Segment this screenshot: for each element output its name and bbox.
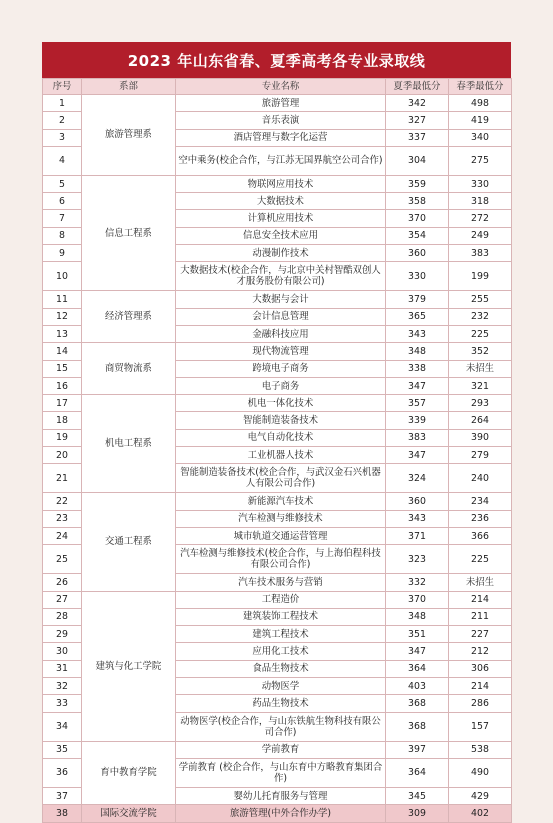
cell-dept: 交通工程系 [82, 493, 176, 591]
cell-major: 食品生物技术 [176, 660, 386, 677]
table-row [43, 805, 512, 822]
cell-spring-score: 275 [449, 146, 512, 175]
cell-spring-score: 321 [449, 377, 512, 394]
cell-major: 建筑装饰工程技术 [176, 608, 386, 625]
cell-major: 电气自动化技术 [176, 429, 386, 446]
table-row [43, 395, 512, 412]
cell-major: 建筑工程技术 [176, 626, 386, 643]
cell-major: 学前教育 (校企合作，与山东育中方略教育集团合作) [176, 758, 386, 787]
cell-seq: 1 [43, 95, 82, 112]
cell-summer-score: 359 [386, 175, 449, 192]
cell-summer-score: 383 [386, 429, 449, 446]
cell-major: 汽车技术服务与营销 [176, 574, 386, 591]
cell-summer-score: 338 [386, 360, 449, 377]
cell-major: 电子商务 [176, 377, 386, 394]
cell-seq: 38 [43, 805, 82, 822]
table-row [43, 741, 512, 758]
cell-dept: 育中教育学院 [82, 741, 176, 805]
cell-summer-score: 368 [386, 712, 449, 741]
cell-major: 大数据技术(校企合作，与北京中关村智酷双创人才服务股份有限公司) [176, 262, 386, 291]
cell-spring-score: 340 [449, 129, 512, 146]
cell-seq: 9 [43, 245, 82, 262]
cell-summer-score: 339 [386, 412, 449, 429]
cell-major: 酒店管理与数字化运营 [176, 129, 386, 146]
cell-major: 现代物流管理 [176, 343, 386, 360]
header-dept: 系部 [82, 79, 176, 95]
cell-dept: 经济管理系 [82, 291, 176, 343]
cell-dept: 信息工程系 [82, 175, 176, 290]
cell-major: 城市轨道交通运营管理 [176, 527, 386, 544]
cell-spring-score: 225 [449, 325, 512, 342]
cell-major: 动漫制作技术 [176, 245, 386, 262]
cell-dept: 建筑与化工学院 [82, 591, 176, 741]
cell-dept: 商贸物流系 [82, 343, 176, 395]
cell-summer-score: 360 [386, 245, 449, 262]
cell-major: 信息安全技术应用 [176, 227, 386, 244]
cell-seq: 21 [43, 464, 82, 493]
cell-major: 学前教育 [176, 741, 386, 758]
cell-major: 旅游管理(中外合作办学) [176, 805, 386, 822]
cell-major: 药品生物技术 [176, 695, 386, 712]
cell-summer-score: 345 [386, 787, 449, 804]
cell-major: 计算机应用技术 [176, 210, 386, 227]
cell-spring-score: 255 [449, 291, 512, 308]
cell-summer-score: 309 [386, 805, 449, 822]
cell-seq: 20 [43, 447, 82, 464]
cell-seq: 37 [43, 787, 82, 804]
cell-seq: 15 [43, 360, 82, 377]
cell-spring-score: 390 [449, 429, 512, 446]
cell-summer-score: 337 [386, 129, 449, 146]
cell-spring-score: 未招生 [449, 360, 512, 377]
cell-spring-score: 272 [449, 210, 512, 227]
cell-seq: 31 [43, 660, 82, 677]
cell-seq: 7 [43, 210, 82, 227]
table-row [43, 291, 512, 308]
cell-seq: 16 [43, 377, 82, 394]
table-row [43, 343, 512, 360]
cell-seq: 3 [43, 129, 82, 146]
cell-seq: 22 [43, 493, 82, 510]
cell-dept: 国际交流学院 [82, 805, 176, 822]
cell-seq: 25 [43, 545, 82, 574]
cell-seq: 23 [43, 510, 82, 527]
cell-seq: 28 [43, 608, 82, 625]
cell-major: 跨境电子商务 [176, 360, 386, 377]
cell-spring-score: 225 [449, 545, 512, 574]
cell-spring-score: 429 [449, 787, 512, 804]
cell-seq: 17 [43, 395, 82, 412]
cell-major: 旅游管理 [176, 95, 386, 112]
cell-summer-score: 360 [386, 493, 449, 510]
cell-summer-score: 368 [386, 695, 449, 712]
cell-major: 音乐表演 [176, 112, 386, 129]
cell-seq: 6 [43, 193, 82, 210]
cell-summer-score: 357 [386, 395, 449, 412]
cell-spring-score: 236 [449, 510, 512, 527]
cell-seq: 10 [43, 262, 82, 291]
cell-major: 机电一体化技术 [176, 395, 386, 412]
cell-summer-score: 370 [386, 591, 449, 608]
cell-major: 金融科技应用 [176, 325, 386, 342]
score-table [42, 78, 512, 823]
cell-spring-score: 286 [449, 695, 512, 712]
cell-summer-score: 343 [386, 510, 449, 527]
cell-spring-score: 330 [449, 175, 512, 192]
cell-summer-score: 348 [386, 608, 449, 625]
cell-spring-score: 249 [449, 227, 512, 244]
cell-major: 新能源汽车技术 [176, 493, 386, 510]
cell-summer-score: 365 [386, 308, 449, 325]
page-title: 2023 年山东省春、夏季高考各专业录取线 [42, 42, 511, 78]
cell-spring-score: 402 [449, 805, 512, 822]
cell-spring-score: 264 [449, 412, 512, 429]
cell-spring-score: 214 [449, 591, 512, 608]
cell-seq: 30 [43, 643, 82, 660]
cell-spring-score: 318 [449, 193, 512, 210]
cell-summer-score: 348 [386, 343, 449, 360]
cell-seq: 18 [43, 412, 82, 429]
cell-summer-score: 324 [386, 464, 449, 493]
cell-major: 动物医学(校企合作，与山东铁航生物科技有限公司合作) [176, 712, 386, 741]
header-seq: 序号 [43, 79, 82, 95]
cell-summer-score: 379 [386, 291, 449, 308]
cell-spring-score: 293 [449, 395, 512, 412]
cell-seq: 33 [43, 695, 82, 712]
cell-summer-score: 354 [386, 227, 449, 244]
cell-spring-score: 227 [449, 626, 512, 643]
table-row [43, 591, 512, 608]
cell-summer-score: 332 [386, 574, 449, 591]
cell-seq: 36 [43, 758, 82, 787]
cell-summer-score: 342 [386, 95, 449, 112]
cell-dept: 旅游管理系 [82, 95, 176, 176]
table-row [43, 175, 512, 192]
header-summer: 夏季最低分 [386, 79, 449, 95]
cell-spring-score: 232 [449, 308, 512, 325]
cell-summer-score: 397 [386, 741, 449, 758]
cell-spring-score: 366 [449, 527, 512, 544]
cell-summer-score: 371 [386, 527, 449, 544]
table-row [43, 95, 512, 112]
header-major: 专业名称 [176, 79, 386, 95]
cell-major: 空中乘务(校企合作，与江苏无国界航空公司合作) [176, 146, 386, 175]
cell-spring-score: 352 [449, 343, 512, 360]
cell-summer-score: 327 [386, 112, 449, 129]
cell-seq: 5 [43, 175, 82, 192]
cell-spring-score: 212 [449, 643, 512, 660]
cell-summer-score: 347 [386, 447, 449, 464]
cell-major: 智能制造装备技术 [176, 412, 386, 429]
cell-major: 婴幼儿托育服务与管理 [176, 787, 386, 804]
cell-summer-score: 347 [386, 643, 449, 660]
cell-major: 工业机器人技术 [176, 447, 386, 464]
cell-spring-score: 214 [449, 678, 512, 695]
cell-spring-score: 211 [449, 608, 512, 625]
header-spring: 春季最低分 [449, 79, 512, 95]
cell-seq: 29 [43, 626, 82, 643]
cell-major: 应用化工技术 [176, 643, 386, 660]
table-header-row [43, 79, 512, 95]
cell-dept: 机电工程系 [82, 395, 176, 493]
cell-spring-score: 199 [449, 262, 512, 291]
cell-seq: 27 [43, 591, 82, 608]
cell-summer-score: 364 [386, 758, 449, 787]
cell-summer-score: 358 [386, 193, 449, 210]
cell-major: 物联网应用技术 [176, 175, 386, 192]
cell-summer-score: 403 [386, 678, 449, 695]
cell-seq: 2 [43, 112, 82, 129]
cell-spring-score: 490 [449, 758, 512, 787]
cell-summer-score: 323 [386, 545, 449, 574]
cell-summer-score: 364 [386, 660, 449, 677]
cell-seq: 34 [43, 712, 82, 741]
cell-seq: 12 [43, 308, 82, 325]
cell-spring-score: 157 [449, 712, 512, 741]
cell-seq: 24 [43, 527, 82, 544]
cell-major: 工程造价 [176, 591, 386, 608]
cell-spring-score: 234 [449, 493, 512, 510]
cell-seq: 13 [43, 325, 82, 342]
cell-summer-score: 347 [386, 377, 449, 394]
cell-seq: 19 [43, 429, 82, 446]
cell-spring-score: 未招生 [449, 574, 512, 591]
cell-seq: 35 [43, 741, 82, 758]
cell-summer-score: 304 [386, 146, 449, 175]
cell-major: 智能制造装备技术(校企合作，与武汉金石兴机器人有限公司合作) [176, 464, 386, 493]
cell-spring-score: 538 [449, 741, 512, 758]
cell-spring-score: 498 [449, 95, 512, 112]
cell-spring-score: 240 [449, 464, 512, 493]
cell-summer-score: 343 [386, 325, 449, 342]
cell-summer-score: 330 [386, 262, 449, 291]
cell-major: 大数据与会计 [176, 291, 386, 308]
cell-seq: 4 [43, 146, 82, 175]
cell-spring-score: 279 [449, 447, 512, 464]
cell-spring-score: 419 [449, 112, 512, 129]
cell-major: 汽车检测与维修技术(校企合作，与上海伯程科技有限公司合作) [176, 545, 386, 574]
admission-sheet [42, 42, 511, 823]
cell-seq: 11 [43, 291, 82, 308]
cell-major: 会计信息管理 [176, 308, 386, 325]
cell-seq: 26 [43, 574, 82, 591]
table-row [43, 493, 512, 510]
cell-summer-score: 351 [386, 626, 449, 643]
cell-summer-score: 370 [386, 210, 449, 227]
cell-seq: 32 [43, 678, 82, 695]
cell-major: 汽车检测与维修技术 [176, 510, 386, 527]
cell-seq: 8 [43, 227, 82, 244]
cell-spring-score: 383 [449, 245, 512, 262]
cell-spring-score: 306 [449, 660, 512, 677]
cell-major: 动物医学 [176, 678, 386, 695]
table-body [43, 95, 512, 823]
cell-seq: 14 [43, 343, 82, 360]
cell-major: 大数据技术 [176, 193, 386, 210]
